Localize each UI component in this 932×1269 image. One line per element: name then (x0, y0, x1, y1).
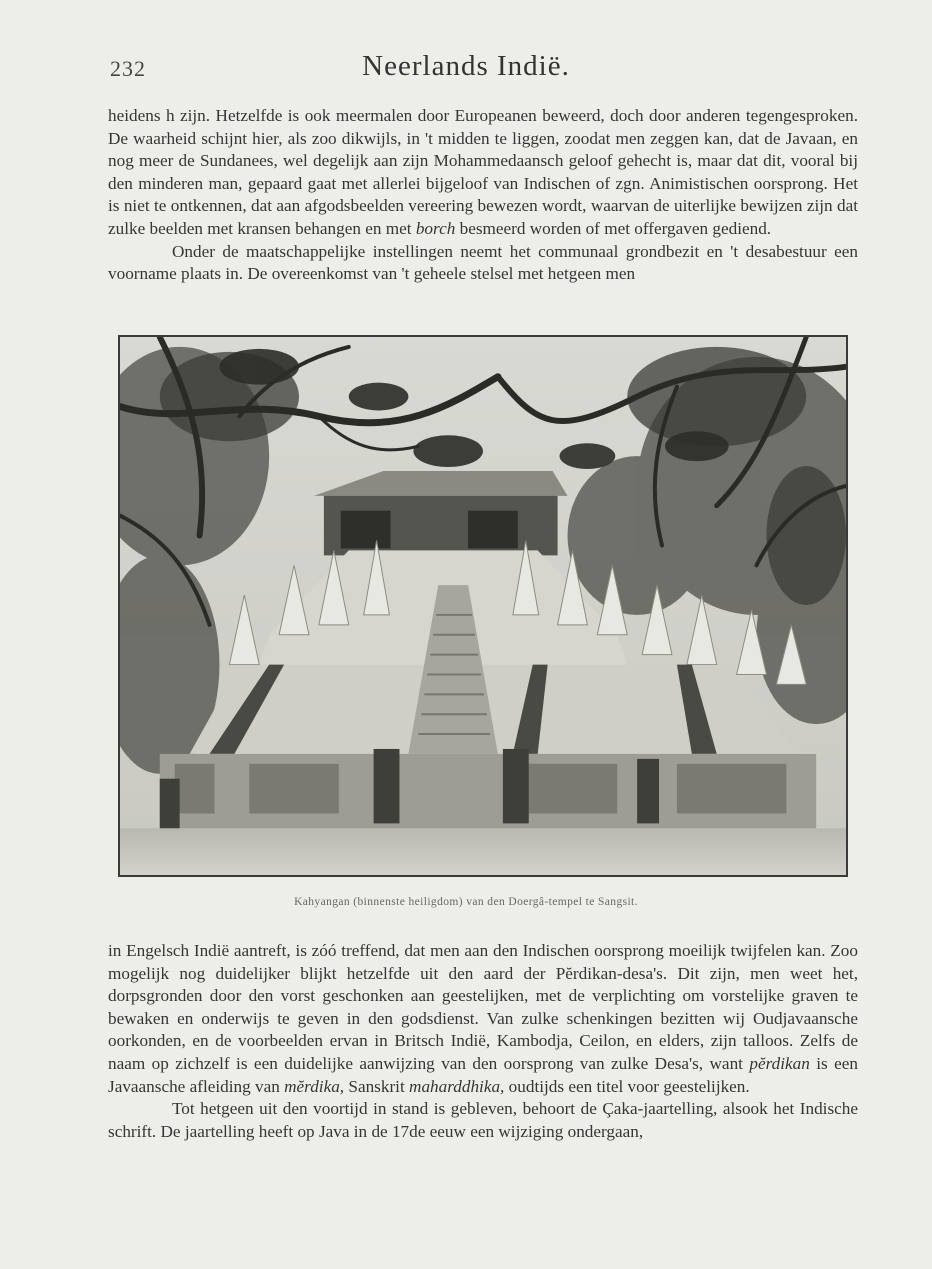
body-text-bottom (108, 940, 858, 1143)
body-text-top (108, 105, 858, 286)
italic-term: borch (415, 218, 456, 238)
text-run: is een Javaansche afleiding van (108, 1053, 858, 1096)
temple-photo-illustration (120, 337, 846, 875)
italic-term: pĕrdikan (749, 1053, 810, 1073)
paragraph (108, 940, 858, 1098)
italic-term: mĕrdika, (284, 1076, 345, 1096)
paragraph: Onder de maatschappelijke instellingen neemt het communaal grondbezit en 't desabestuur een voorname plaats in. De overeenkomst van 't geheele stelsel met hetgeen men (108, 241, 858, 284)
text-run: oudtijds een titel voor geestelijken. (504, 1076, 750, 1096)
paragraph: Tot hetgeen uit den voortijd in stand is gebleven, behoort de Çaka-jaartelling, alsook het Indische schrift. De jaartelling heeft op Java in de 17de eeuw een wijziging ondergaan, (108, 1099, 858, 1141)
running-title: Neerlands Indië. (362, 50, 570, 82)
text-run: besmeerd worden of met offergaven gediend. (455, 218, 772, 238)
text-run: in Engelsch Indië aantreft, is zóó treffend, dat men aan den Indischen oorsprong moeilijk twijfelen kan. Zoo mogelijk nog duidelijker blijkt hetzelfde uit den aard der Pĕrdikan-desa's. Dit zijn, men weet het, dorpsgronden door den vorst geschonken aan geestelijken, met de verplichting om vorstelijke graven te bewaken en onderwijs te geven in den godsdienst. Van zulke schenkingen bezitten wij Oudjavaansche oorkonden, en de voorbeelden ervan in Britsch Indië, Kambodja, Ceilon, en elders, zijn talloos. Zelfs de naam op zichzelf is een duidelijke aanwijzing van den oorsprong van zulke Desa's, want (108, 941, 858, 1073)
text-run: Sanskrit (344, 1076, 410, 1096)
text-run: heidens h zijn. Hetzelfde is ook meermalen door Europeanen beweerd, doch door anderen tegengesproken. De waarheid schijnt hier, als zoo dikwijls, in 't midden te liggen, zoodat men zeggen kan, dat de Javaan, en nog meer de Sundanees, wel degelijk aan zijn Mohammedaansch geloof gehecht is, maar dat dit, vooral bij den minderen man, gepaard gaat met allerlei bijgeloof van Indischen of zgn. Animistischen oorsprong. Het is niet te ontkennen, dat aan afgodsbeelden vereering bewezen wordt, waarvan de uiterlijke bewijzen zijn dat zulke beelden met kransen behangen en met (108, 106, 858, 238)
italic-term: maharddhika, (409, 1076, 505, 1096)
paragraph (108, 105, 858, 241)
figure-caption: Kahyangan (binnenste heiligdom) van den Doergâ-tempel te Sangsit. (294, 896, 638, 908)
page-number: 232 (110, 56, 146, 81)
temple-photograph (118, 335, 848, 877)
